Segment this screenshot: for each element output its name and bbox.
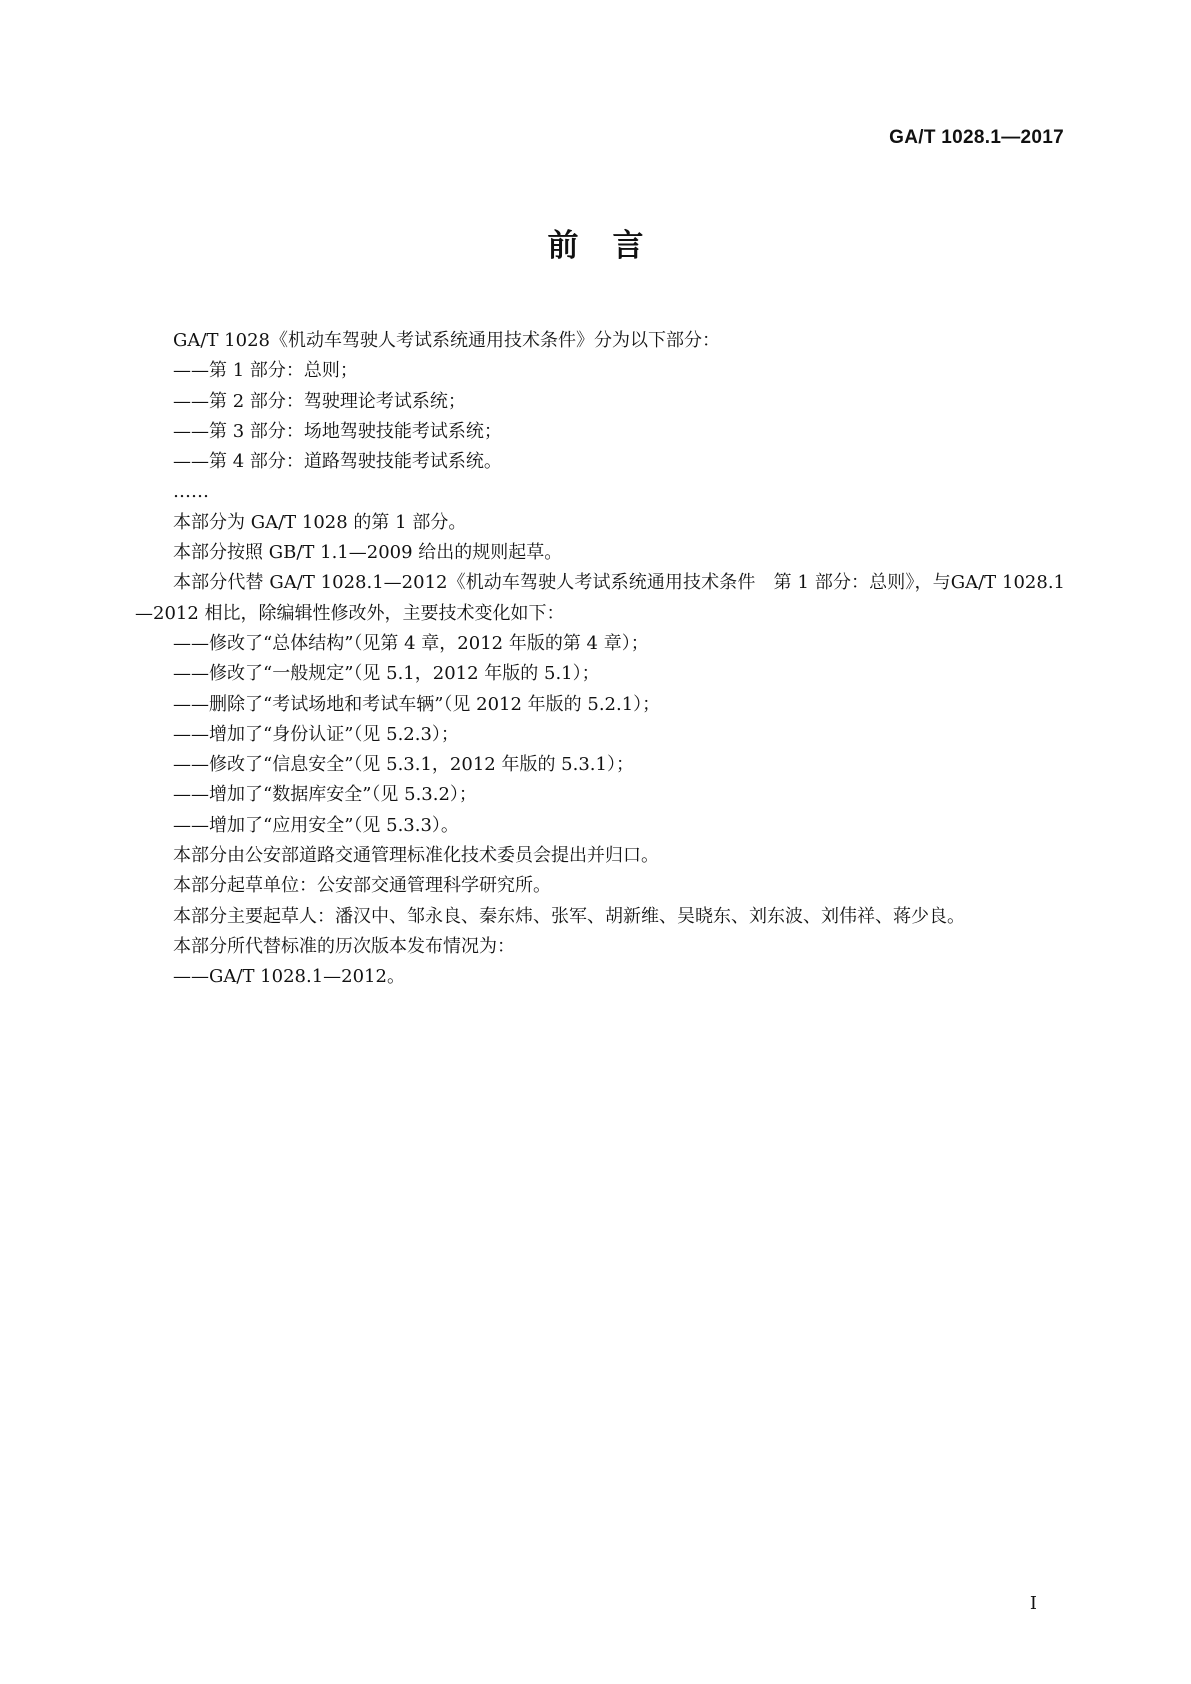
paragraph-history-intro: 本部分所代替标准的历次版本发布情况为： [173,935,515,957]
change-item: ——修改了“一般规定”（见 5.1，2012 年版的 5.1）； [173,663,600,685]
list-item-part-4: ——第 4 部分：道路驾驶技能考试系统。 [173,451,502,473]
paragraph-drafting-rules: 本部分按照 GB/T 1.1—2009 给出的规则起草。 [173,542,563,564]
change-item: ——修改了“总体结构”（见第 4 章，2012 年版的第 4 章）； [173,632,649,654]
paragraph-scope: 本部分为 GA/T 1028 的第 1 部分。 [173,511,467,533]
paragraph-drafters: 本部分主要起草人：潘汉中、邹永良、秦东炜、张军、胡新维、吴晓东、刘东波、刘伟祥、蒋少良。 [173,905,965,927]
change-item: ——增加了“应用安全”（见 5.3.3）。 [173,814,459,836]
standard-number: GA/T 1028.1—2017 [889,127,1064,148]
paragraph-drafting-unit: 本部分起草单位：公安部交通管理科学研究所。 [173,875,551,897]
paragraph-proposer: 本部分由公安部道路交通管理标准化技术委员会提出并归口。 [173,845,659,867]
change-item: ——增加了“数据库安全”（见 5.3.2）； [173,784,477,806]
page-title: 前言 [547,228,678,264]
list-item-part-3: ——第 3 部分：场地驾驶技能考试系统； [173,420,502,442]
ellipsis-line: …… [173,481,209,503]
foreword-body [135,326,1065,993]
list-item-part-1: ——第 1 部分：总则； [173,360,358,382]
change-item: ——增加了“身份认证”（见 5.2.3）； [173,723,459,745]
list-item-part-2: ——第 2 部分：驾驶理论考试系统； [173,390,466,412]
paragraph-replacement: 本部分代替 GA/T 1028.1—2012《机动车驾驶人考试系统通用技术条件 第 1 部分：总则》，与GA/T 1028.1—2012 相比，除编辑性修改外，主要技术变化如下： [135,572,1065,624]
history-item: ——GA/T 1028.1—2012。 [173,966,405,988]
change-item: ——修改了“信息安全”（见 5.3.1，2012 年版的 5.3.1）； [173,754,634,776]
change-item: ——删除了“考试场地和考试车辆”（见 2012 年版的 5.2.1）； [173,693,661,715]
page-number: I [1029,1593,1037,1614]
paragraph-intro: GA/T 1028《机动车驾驶人考试系统通用技术条件》分为以下部分： [173,330,720,351]
